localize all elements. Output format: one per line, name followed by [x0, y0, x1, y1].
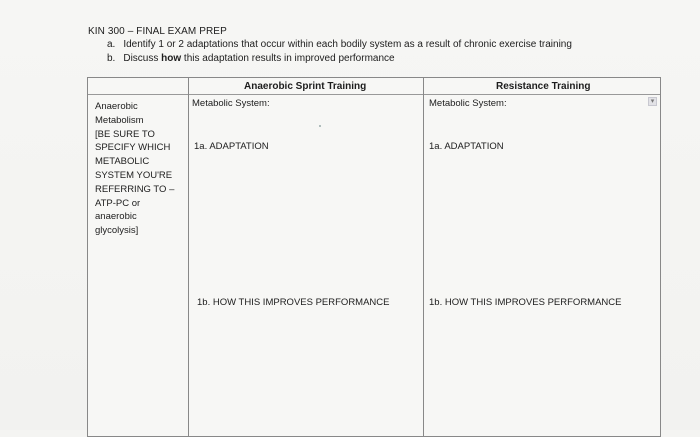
row-label-line: [BE SURE TO	[95, 128, 155, 140]
row-label-line: Metabolism	[95, 114, 144, 126]
instruction-a-letter: a.	[107, 39, 116, 50]
column-header-sprint: Anaerobic Sprint Training	[244, 81, 367, 92]
row-label-line: SYSTEM YOU'RE	[95, 169, 173, 181]
instruction-b-text	[123, 53, 394, 64]
row-label-line: Anaerobic	[95, 101, 138, 112]
instruction-b-pre: Discuss	[123, 53, 162, 64]
exam-table	[87, 77, 661, 437]
instruction-a-text: Identify 1 or 2 adaptations that occur within each bodily system as a result of chronic exercise training	[123, 39, 572, 50]
instruction-b-post: this adaptation results in improved performance	[181, 53, 395, 64]
resistance-performance-field[interactable]: 1b. HOW THIS IMPROVES PERFORMANCE	[429, 297, 622, 308]
instruction-a	[107, 39, 572, 50]
column-header-resistance: Resistance Training	[496, 81, 591, 92]
row-label-line: REFERRING TO –	[95, 183, 175, 195]
row-label-line: glycolysis]	[95, 225, 139, 237]
row-label-line: METABOLIC	[95, 156, 150, 168]
instruction-b-letter: b.	[107, 53, 116, 64]
resistance-adaptation-field[interactable]: 1a. ADAPTATION	[429, 141, 504, 152]
resistance-metabolic-system-field[interactable]: Metabolic System:	[429, 98, 507, 109]
row-label-line: ATP-PC or	[95, 197, 141, 209]
sprint-performance-field[interactable]: 1b. HOW THIS IMPROVES PERFORMANCE	[197, 297, 390, 308]
dropdown-arrow-icon[interactable]: ▾	[648, 97, 657, 106]
row-label-line: anaerobic	[95, 211, 137, 223]
row-label-anaerobic-metabolism	[95, 100, 187, 238]
instruction-b	[107, 53, 395, 64]
column-divider	[423, 78, 424, 436]
page-title: KIN 300 – FINAL EXAM PREP	[88, 26, 227, 37]
sprint-adaptation-field[interactable]: 1a. ADAPTATION	[194, 141, 269, 152]
sprint-metabolic-system-field[interactable]: Metabolic System:	[192, 98, 270, 109]
row-label-line: SPECIFY WHICH	[95, 142, 171, 154]
instruction-b-bold: how	[161, 53, 182, 64]
cursor-dot	[319, 125, 321, 127]
column-divider	[188, 78, 189, 436]
